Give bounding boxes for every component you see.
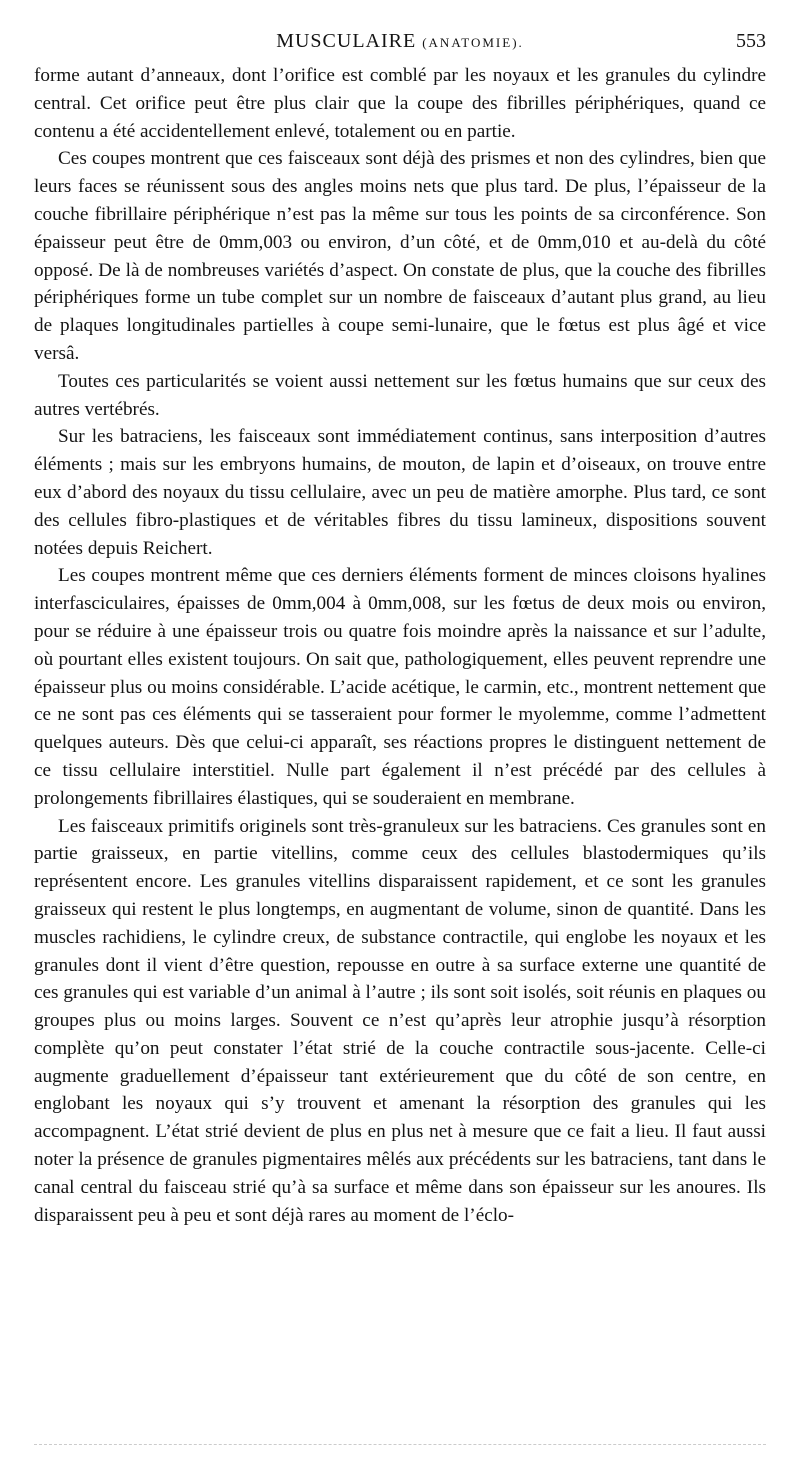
running-head: [34, 30, 766, 60]
page-number: 553: [736, 30, 766, 52]
body-text: [34, 62, 766, 1229]
paragraph: Les coupes montrent même que ces derniers éléments forment de minces cloisons hyalines interfasciculaires, épaisses de 0mm,004 à 0mm,008, sur les fœtus de deux mois ou environ, pour se réduire à une épaisseur trois ou quatre fois moindre après la naissance et sur l’adulte, où pourtant elles existent toujours. On sait que, pathologiquement, elles peuvent reprendre une épaisseur plus ou moins considérable. L’acide acétique, le carmin, etc., montrent nettement que ce ne sont pas ces éléments qui se tasseraient pour former le myolemme, comme l’admettent quelques auteurs. Dès que celui-ci apparaît, ses réactions propres le distinguent nettement de ce tissu cellulaire interstitiel. Nulle part également il n’est précédé par des cellules à prolongements fibrillaires élastiques, qui se souderaient en membrane.: [34, 565, 766, 809]
page-bottom-rule: [34, 1444, 766, 1445]
paragraph: Les faisceaux primitifs originels sont très-granuleux sur les batraciens. Ces granules sont en partie graisseux, en partie vitellins, comme ceux des cellules blastodermiques qu’ils représentent encore. Les granules vitellins disparaissent rapidement, et ce sont les granules graisseux qui restent le plus longtemps, en augmentant de volume, sinon de quantité. Dans les muscles rachidiens, le cylindre creux, de substance contractile, qui englobe les noyaux et les granules dont il vient d’être question, repousse en outre à sa surface externe une quantité de ces granules qui est variable d’un animal à l’autre ; ils sont soit isolés, soit réunis en plaques ou groupes plus ou moins larges. Souvent ce n’est qu’après leur atrophie jusqu’à résorption complète qu’on peut constater l’état strié de la couche contractile sous-jacente. Celle-ci augmente graduellement d’épaisseur tant extérieurement que du côté de son centre, en englobant les noyaux qui s’y trouvent et amenant la résorption des granules qui les accompagnent. L’état strié devient de plus en plus net à mesure que ce fait a lieu. Il faut aussi noter la présence de granules pigmentaires mêlés aux précédents sur les batraciens, tant dans le canal central du faisceau strié qu’à sa surface et même dans son épaisseur sur les anoures. Ils disparaissent peu à peu et sont déjà rares au moment de l’éclo-: [34, 815, 766, 1226]
paragraph: Sur les batraciens, les faisceaux sont immédiatement continus, sans interposition d’autres éléments ; mais sur les embryons humains, de mouton, de lapin et d’oiseaux, on trouve entre eux d’abord des noyaux du tissu cellulaire, avec un peu de matière amorphe. Plus tard, ce sont des cellules fibro-plastiques et de véritables fibres du tissu lamineux, dispositions souvent notées depuis Reichert.: [34, 426, 766, 559]
running-title: [34, 30, 766, 53]
running-title-sub: (ANATOMIE).: [422, 35, 524, 50]
running-title-main: MUSCULAIRE: [276, 30, 417, 52]
paragraph: Toutes ces particularités se voient aussi nettement sur les fœtus humains que sur ceux des autres vertébrés.: [34, 370, 766, 420]
paragraph: Ces coupes montrent que ces faisceaux sont déjà des prismes et non des cylindres, bien que leurs faces se réunissent sous des angles moins nets que plus tard. De plus, l’épaisseur de la couche fibrillaire périphérique n’est pas la même sur tous les points de sa circonférence. Son épaisseur peut être de 0mm,003 ou environ, d’un côté, et de 0mm,010 et au-delà du côté opposé. De là de nombreuses variétés d’aspect. On constate de plus, que la couche des fibrilles périphériques forme un tube complet sur un nombre de faisceaux d’autant plus grand, au lieu de plaques longitudinales partielles à coupe semi-lunaire, que le fœtus est plus âgé et vice versâ.: [34, 148, 766, 364]
paragraph: forme autant d’anneaux, dont l’orifice est comblé par les noyaux et les granules du cylindre central. Cet orifice peut être plus clair que la coupe des fibrilles périphériques, quand ce contenu a été accidentellement enlevé, totalement ou en partie.: [34, 65, 766, 142]
